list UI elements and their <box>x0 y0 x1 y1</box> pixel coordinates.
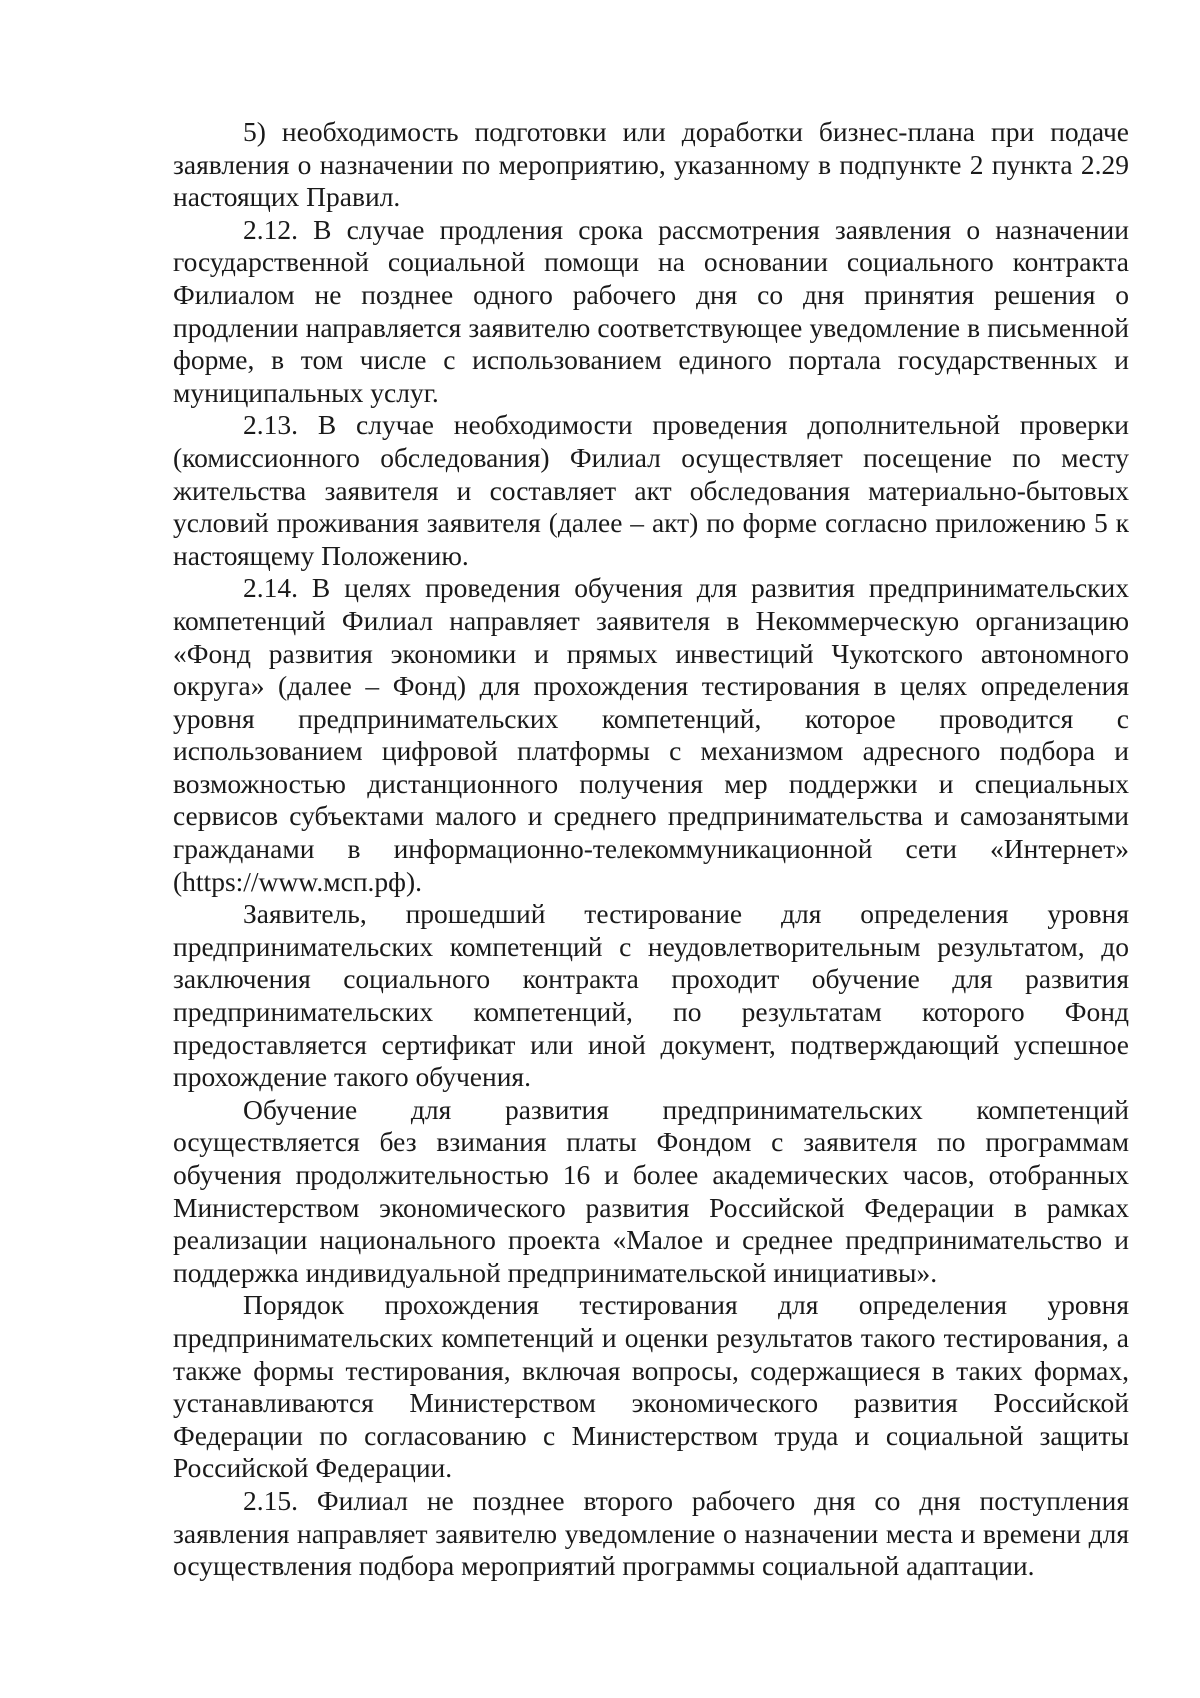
document-page <box>173 116 1129 1583</box>
paragraph-testing-procedure: Порядок прохождения тестирования для определения уровня предпринимательских компетенций и оценки результатов такого тестирования, а также формы тестирования, включая вопросы, содержащиеся в таких формах, устанавливаются Министерством экономического развития Российской Федерации по согласованию с Министерством труда и социальной защиты Российской Федерации. <box>173 1289 1129 1484</box>
paragraph-item-5: 5) необходимость подготовки или доработки бизнес-плана при подаче заявления о назначении по мероприятию, указанному в подпункте 2 пункта 2.29 настоящих Правил. <box>173 116 1129 213</box>
paragraph-applicant-testing: Заявитель, прошедший тестирование для определения уровня предпринимательских компетенций с неудовлетворительным результатом, до заключения социального контракта проходит обучение для развития предпринимательских компетенций, по результатам которого Фонд предоставляется сертификат или иной документ, подтверждающий успешное прохождение такого обучения. <box>173 898 1129 1093</box>
paragraph-2-12: 2.12. В случае продления срока рассмотрения заявления о назначении государственной социальной помощи на основании социального контракта Филиалом не позднее одного рабочего дня со дня принятия решения о продлении направляется заявителю соответствующее уведомление в письменной форме, в том числе с использованием единого портала государственных и муниципальных услуг. <box>173 213 1129 408</box>
paragraph-training: Обучение для развития предпринимательских компетенций осуществляется без взимания платы Фондом с заявителя по программам обучения продолжительностью 16 и более академических часов, отобранных Министерством экономического развития Российской Федерации в рамках реализации национального проекта «Малое и среднее предпринимательство и поддержка индивидуальной предпринимательской инициативы». <box>173 1093 1129 1288</box>
paragraph-2-13: 2.13. В случае необходимости проведения дополнительной проверки (комиссионного обследования) Филиал осуществляет посещение по месту жительства заявителя и составляет акт обследования материально-бытовых условий проживания заявителя (далее – акт) по форме согласно приложению 5 к настоящему Положению. <box>173 409 1129 571</box>
paragraph-2-14: 2.14. В целях проведения обучения для развития предпринимательских компетенций Филиал направляет заявителя в Некоммерческую организацию «Фонд развития экономики и прямых инвестиций Чукотского автономного округа» (далее – Фонд) для прохождения тестирования в целях определения уровня предпринимательских компетенций, которое проводится с использованием цифровой платформы с механизмом адресного подбора и возможностью дистанционного получения мер поддержки и специальных сервисов субъектами малого и среднего предпринимательства и самозанятыми гражданами в информационно-телекоммуникационной сети «Интернет» (https://www.мсп.рф). <box>173 572 1129 897</box>
paragraph-2-15: 2.15. Филиал не позднее второго рабочего дня со дня поступления заявления направляет заявителю уведомление о назначении места и времени для осуществления подбора мероприятий программы социальной адаптации. <box>173 1484 1129 1582</box>
